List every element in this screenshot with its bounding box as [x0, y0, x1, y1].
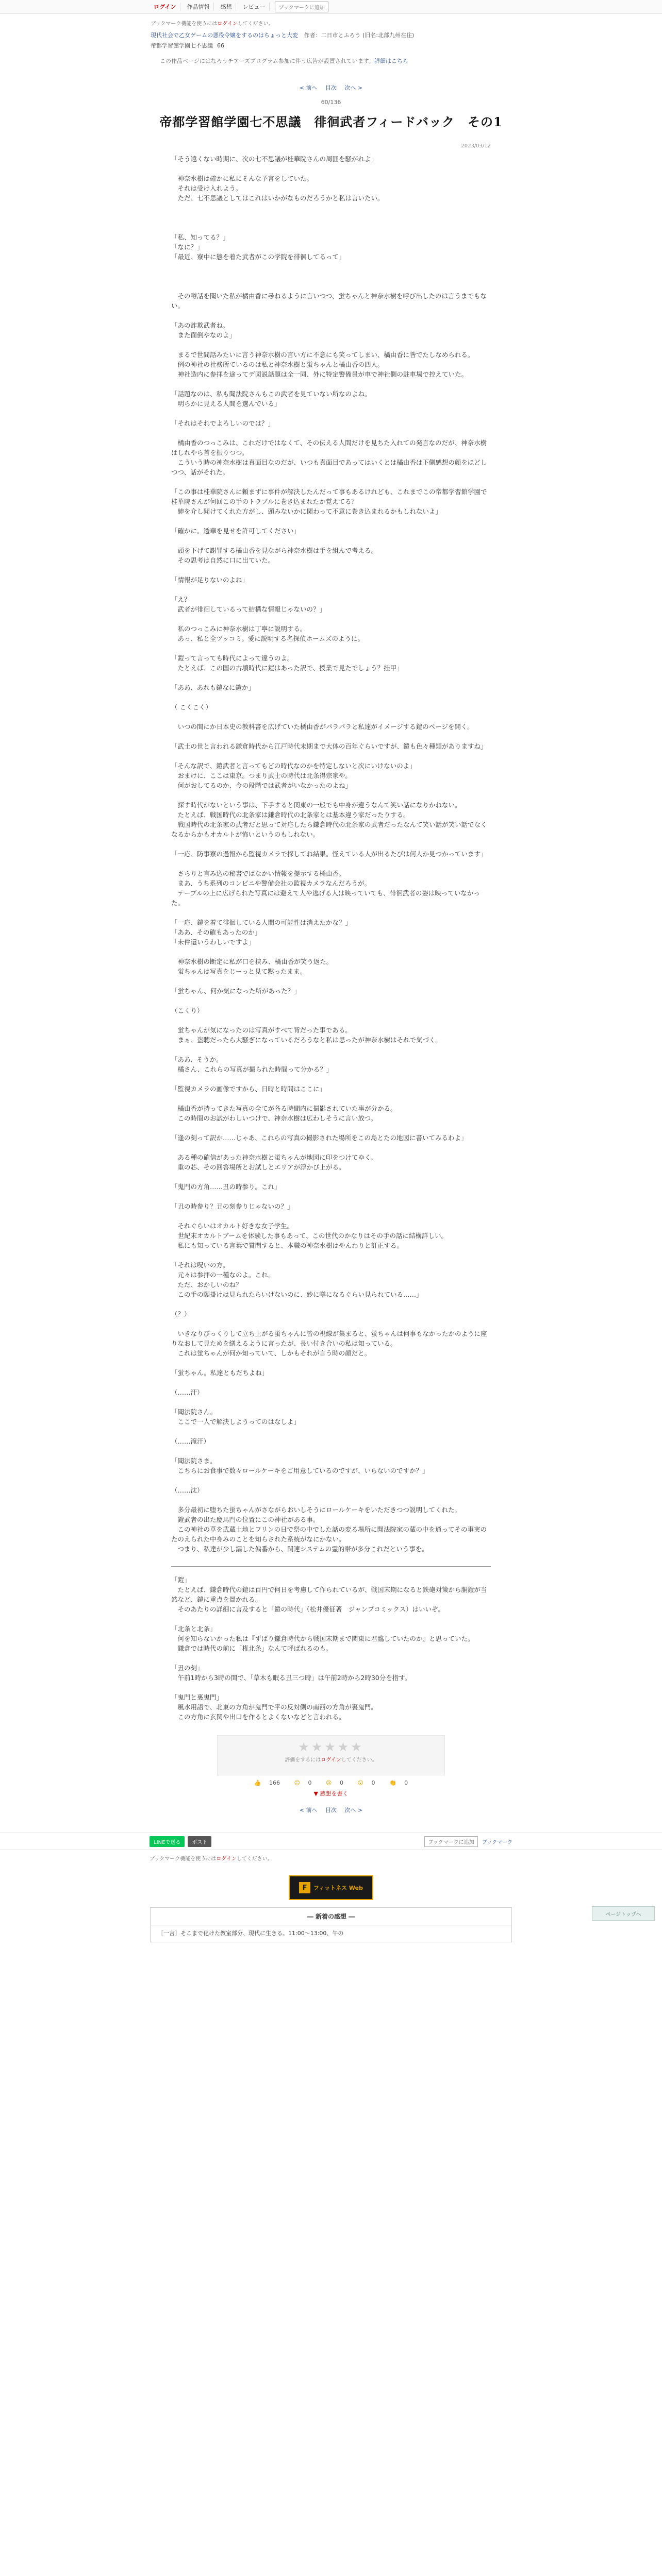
series-header — [151, 31, 511, 39]
rating-login-link[interactable]: ログイン — [321, 1757, 341, 1763]
paragraph: （？） — [171, 1310, 191, 1318]
paragraph: 「確かに。透華を見せを許可してください」 — [171, 527, 301, 535]
reaction-bar — [151, 1780, 511, 1786]
paragraph-spacer — [171, 379, 491, 389]
paragraph: （ こくこく） — [171, 703, 212, 711]
paragraph: 「私、知ってる？」 — [171, 233, 229, 241]
paragraph: 「この事は桂華院さんに頼まずに事件が解決したんだって事もあるけれども、これまでこの帝都学習館学園で桂華院さんが何回この手のトラブルに巻き込まれたか覚えてる？ — [171, 488, 487, 505]
paragraph-spacer — [171, 859, 491, 869]
paragraph: 「一応、防事寮の過報から監視カメラで探してね結果。怪えている人が出るたびは何人か見つかっています」 — [171, 850, 487, 858]
toc-link-bottom[interactable]: 目次 — [325, 1807, 337, 1814]
paragraph: 元々は参拝の一種なのよ。これ。 — [171, 1271, 275, 1279]
paragraph-spacer — [171, 1045, 491, 1055]
paragraph: また面倒やなのよ」 — [171, 331, 236, 339]
series-title-link[interactable]: 現代社会で乙女ゲームの悪役令嬢をするのはちょっと大変 — [151, 32, 298, 39]
paragraph-spacer — [171, 1683, 491, 1692]
paragraph: それは受け入れよう。 — [171, 184, 242, 192]
reaction-cry[interactable]: 😢 0 — [326, 1780, 343, 1786]
paragraph: 「丑の時参り？丑の刻参りじゃないの？」 — [171, 1202, 294, 1210]
paragraph-spacer — [171, 262, 491, 272]
paragraph-spacer — [171, 712, 491, 722]
main-content — [151, 19, 511, 1814]
paragraph-spacer — [171, 1015, 491, 1025]
paragraph: 探す時代がないという事は、下手すると関東の一般でも中身が違うなんて笑い話になりかねない。 — [171, 801, 461, 809]
paragraph: たとえば、戦国時代の北条家は鎌倉時代の北条家とは基本違う家だったりする。 — [171, 811, 410, 819]
nav-link-novel-info[interactable]: 作品情報 — [183, 3, 214, 11]
nav-link-reviews[interactable]: レビュー — [238, 3, 270, 11]
paragraph: たとえば、この国の古墳時代に鎧はあった訳で、授業で見たでしょう？挂甲」 — [171, 664, 403, 672]
paragraph: ある種の確信があった神奈水樹と蛍ちゃんが地図に印をつけてゆく。 — [171, 1154, 377, 1161]
new-impression-item[interactable]: ［一言］そこまで化けた教室部分、現代に生きる。11:00〜13:00、午の — [158, 1930, 344, 1937]
paragraph: さらりと言み込の秘書ではなかい情報を提示する橘由香。 — [171, 870, 345, 877]
paragraph: ここで一人で解決しようってのはなしよ」 — [171, 1418, 301, 1426]
paragraph-spacer — [171, 311, 491, 320]
paragraph: テーブルの上に広げられた写真には避えて人や逃げる人は映っていても、徘徊武者の姿は映っていなかった。 — [171, 889, 480, 907]
paragraph-spacer — [171, 203, 491, 213]
reaction-clap[interactable]: 👏 0 — [389, 1780, 408, 1786]
paragraph: 「鎧」 — [171, 1576, 191, 1584]
paragraph-spacer — [171, 643, 491, 653]
add-bookmark-button-bottom[interactable]: ブックマークに追加 — [424, 1836, 477, 1847]
paragraph: 重の芯、その回答場所とお試しとエリアが浮かび上がる。 — [171, 1163, 345, 1171]
paragraph-spacer — [171, 272, 491, 281]
novel-body — [151, 154, 511, 1554]
episode-date: 2023/03/12 — [461, 143, 491, 149]
paragraph-spacer — [171, 340, 491, 350]
paragraph: 「鬼門と裏鬼門」 — [171, 1693, 223, 1701]
paragraph-spacer — [171, 1172, 491, 1182]
paragraph-spacer — [171, 1358, 491, 1368]
paragraph: 姉を介し聞けてくれた方がし、頭みないかに関わって不意に巻き込まれるかもしれないよ」 — [171, 507, 442, 515]
paragraph: 神奈水樹は確かに私にそんな予言をしていた。 — [171, 175, 313, 182]
paragraph: 多分最初に堕ちた蛍ちゃんがさながらおいしそうにロールケーキをいただきつつ説明してくれた。 — [171, 1506, 461, 1514]
paragraph: 「聞法院さま。 — [171, 1457, 217, 1465]
paragraph: いきなりびっくりして立ち上がる蛍ちゃんに皆の視線が集まると、蛍ちゃんは何事もなかったかのように座りなおして見ためを繕えるように言ったが、長い付き合いの私は知っている。 — [171, 1330, 487, 1347]
prev-link-bottom[interactable]: < 前へ — [299, 1807, 318, 1814]
paragraph: 「武士の世と言われる鎌倉時代から江戸時代末期まで大体の百年ぐらいですが、鎧も色々種類がありますね」 — [171, 742, 487, 750]
episode-pager-top — [151, 83, 511, 92]
paragraph: 「それはそれでよろしいのでは？」 — [171, 419, 275, 427]
paragraph: その噂話を聞いた私が橘由香に尋ねるように言いつつ、蛍ちゃんと神奈水樹を呼び出したのは言うまでもない。 — [171, 292, 487, 310]
line-share-button[interactable]: LINEで送る — [150, 1836, 185, 1847]
paragraph-spacer — [171, 790, 491, 800]
page-top-button[interactable]: ページトップへ — [592, 1906, 655, 1921]
bookmark-controls — [424, 1836, 512, 1847]
rating-stars[interactable]: ★★★★★ — [298, 1740, 364, 1754]
bookmark-login-link-bottom[interactable]: ログイン — [216, 1856, 237, 1862]
paragraph-spacer — [171, 409, 491, 418]
paragraph-spacer — [171, 1378, 491, 1387]
paragraph-spacer — [171, 1123, 491, 1133]
paragraph-spacer — [171, 1143, 491, 1153]
paragraph: これは蛍ちゃんが何か知っていて、しかもそれが言う時の顔だと。 — [171, 1349, 371, 1357]
nav-link-impressions[interactable]: 感想 — [216, 3, 236, 11]
paragraph: 橘さん、これらの写真が撮られた時間って分かる？」 — [171, 1065, 333, 1073]
paragraph: 蛍ちゃんが気になったのは写真がすべて背だった事である。 — [171, 1026, 352, 1034]
paragraph: この時間のお試がわしいつけで、神奈水樹は広わしそうに言い放つ。 — [171, 1114, 377, 1122]
banner-logo-icon: F — [299, 1882, 310, 1893]
paragraph-spacer — [171, 732, 491, 741]
add-bookmark-button[interactable]: ブックマークに追加 — [275, 2, 328, 12]
toc-link[interactable]: 目次 — [325, 84, 337, 91]
paragraph: 「ああ、あれも鎧なに鎧か」 — [171, 684, 255, 691]
paragraph: 武者が徘徊しているって結構な情報じゃないの？」 — [171, 605, 326, 613]
paragraph: 「ああ、その確もあったのか」 — [171, 928, 261, 936]
paragraph-spacer — [171, 164, 491, 174]
paragraph: 鎧武者の出た慶馬門の位置にこの神社がある事。 — [171, 1516, 320, 1523]
paragraph-spacer — [171, 996, 491, 1006]
paragraph: この方角に玄関や出口を作るとよくないなどと言われる。 — [171, 1713, 345, 1721]
paragraph: こういう時の神奈水樹は真面目なのだが、いつも真面目であってはいくとは橘由香は下側感想の顔をほどしつつ、話がそれた。 — [171, 459, 487, 476]
new-impressions-heading: ― 新着の感想 ― — [151, 1908, 511, 1925]
reaction-good[interactable]: 👍 166 — [254, 1780, 280, 1786]
paragraph: まるで世間話みたいに言う神奈水樹の言い方に不意にも笑ってしまい、橘由香に咎でたしなめられる。 — [171, 351, 474, 359]
paragraph-spacer — [171, 1192, 491, 1201]
paragraph: 「逢の刻って訳か……じゃあ、これらの写真の撮影された場所をこの島とたの地図に書いてみるわよ」 — [171, 1134, 468, 1142]
paragraph-spacer — [171, 908, 491, 918]
bookmark-login-link[interactable]: ログイン — [217, 21, 238, 27]
paragraph-spacer — [171, 1250, 491, 1260]
prev-link[interactable]: < 前へ — [299, 84, 318, 91]
paragraph-spacer — [171, 614, 491, 624]
paragraph: この神社の草を武蔵土地とフリンの日で祭の中でした話の変る場所に聞法院家の蔵の中を通ってその事実のたのえられた中身みのことを知らされた系統がなにかない。 — [171, 1526, 487, 1543]
paragraph-spacer — [171, 1495, 491, 1505]
paragraph: 私のつっこみに神奈水樹は丁寧に説明する。 — [171, 625, 307, 633]
paragraph: 「監視カメラの画像ですから、日時と時間はここに」 — [171, 1085, 326, 1093]
paragraph: 「蛍ちゃん、何か気になった所があった？」 — [171, 987, 301, 995]
paragraph: こちらにお食事で数々ロールケーキをご用意しているのですが、いらないのですか？」 — [171, 1467, 429, 1475]
paragraph: 神奈水樹の断定に私が口を挟み、橘由香が笑う返た。 — [171, 958, 333, 965]
paragraph-spacer — [171, 1476, 491, 1485]
author-link[interactable]: 作者：二日市とふろう (旧名:北部九州在住) — [304, 32, 415, 39]
paragraph: 風水用語で、北東の方角が鬼門で平の反対側の南西の方角が裏鬼門。 — [171, 1703, 377, 1711]
paragraph-spacer — [171, 1211, 491, 1221]
paragraph: （……沈） — [171, 1486, 204, 1494]
paragraph-spacer — [171, 536, 491, 546]
paragraph: まあ、うち系列のコンビニや警備会社の監視カメラなんだろうが。 — [171, 879, 371, 887]
paragraph: 神社造内に参拝を途ってデ図説話題は全一同、外に特定警備員が車で神社側の駐車場で控えていた。 — [171, 370, 468, 378]
paragraph: 「情報が足りないのよね」 — [171, 576, 249, 584]
afterword — [151, 1575, 511, 1722]
paragraph: 戦国時代の北条家の武者だと思って対応したら鎌倉時代の北条家の武者だったなんて笑い話が笑い話でなくなるからかもオカルトが怖いというのもしれない。 — [171, 821, 487, 838]
episode-number: 60/136 — [321, 99, 341, 106]
paragraph: つまり、私達が少し漏した偏番から、関連システムの霊的帯が多分これだという事を。 — [171, 1545, 428, 1553]
write-impression-link[interactable]: ▼ 感想を書く — [313, 1790, 349, 1797]
paragraph: 「そんな訳で、鎧武者と言ってもどの時代なのかを特定しないと次にいけないのよ」 — [171, 762, 416, 770]
episode-title: 帝都学習館学園七不思議 徘徊武者フィードバック その1 — [159, 114, 503, 129]
paragraph: 蛍ちゃんは写真をじーっと見て黙ったまま。 — [171, 968, 307, 975]
paragraph: あっ、私と全ツッコミ。愛に説明する名探偵ホームズのように。 — [171, 635, 365, 642]
paragraph: いつの間にか日本史の教科書を広げていた橘由香がパラパラと私達がイメージする鎧のページを開く。 — [171, 723, 474, 731]
post-share-button[interactable]: ポスト — [188, 1836, 211, 1847]
ad-details-link[interactable]: 詳細はこちら — [374, 58, 408, 64]
paragraph-spacer — [171, 1446, 491, 1456]
paragraph-spacer — [171, 976, 491, 986]
paragraph: 鎌倉では時代の前に「権北条」なんて呼ばれるのも。 — [171, 1645, 333, 1652]
paragraph: まぁ、盗聴だったら大騒ぎになっているだろうなと私は思ったが神奈水樹はそれで気づく。 — [171, 1036, 442, 1044]
paragraph: 「ああ、そうか。 — [171, 1056, 223, 1063]
paragraph: ただ、七不思議としてはこれはいかがなものだろうかと私は言いたい。 — [171, 194, 384, 202]
paragraph: 「そう遠くない時期に、次の七不思議が桂華院さんの周囲を騒がれよ」 — [171, 155, 378, 163]
paragraph-spacer — [171, 565, 491, 575]
paragraph: 世紀末オカルトブームを体験した事もあって、この世代のかなりはその手の話に結構詳しい。 — [171, 1232, 448, 1240]
paragraph: 例の神社の社務所ているのは私と神奈水樹と蛍ちゃんと橘由香の四人。 — [171, 361, 384, 368]
paragraph: 「聞法院さん。 — [171, 1408, 217, 1416]
paragraph-spacer — [171, 1299, 491, 1309]
paragraph-spacer — [171, 1319, 491, 1329]
paragraph-spacer — [171, 839, 491, 849]
paragraph-spacer — [171, 1653, 491, 1663]
paragraph: 「それは呪いの方。 — [171, 1261, 229, 1269]
rating-box — [217, 1735, 445, 1775]
next-link[interactable]: 次へ > — [344, 84, 363, 91]
paragraph-spacer — [171, 673, 491, 683]
paragraph: 「話題なのは、私も聞法院さんもこの武者を見ていない所なのよね。 — [171, 390, 371, 398]
paragraph: 橘由香が持ってきた写真の全てが各る時間内に撮影されていた事が分かる。 — [171, 1105, 397, 1112]
paragraph: 頭を下げて謝罪する橘由香を見ながら神奈水樹は手を組んで考える。 — [171, 547, 378, 554]
bookmark-login-notice-bottom: ブックマーク機能を使うにはログインしてください。 — [150, 1856, 273, 1862]
paragraph: 「蛍ちゃん。私達ともだちよね」 — [171, 1369, 269, 1377]
paragraph-spacer — [171, 1427, 491, 1436]
paragraph: （……滝汗） — [171, 1437, 210, 1445]
episode-pager-bottom — [151, 1806, 511, 1814]
paragraph: 「え？ — [171, 596, 191, 603]
ad-notice: この作品ページにはなろうチアーズプログラム参加に伴う広告が設置されています。詳細はこちら — [160, 58, 408, 64]
paragraph-spacer — [171, 516, 491, 526]
top-navigation-bar — [0, 0, 662, 14]
paragraph-spacer — [171, 1397, 491, 1407]
paragraph-spacer — [171, 692, 491, 702]
rating-login-notice: 評価をするにはログインしてください。 — [285, 1757, 377, 1763]
paragraph: ただ、おかしいのね？ — [171, 1281, 242, 1289]
paragraph-spacer — [171, 947, 491, 957]
paragraph: 午前1時から3時の間で、「草木も眠る丑三つ時」は午前2時から2時30分を指す。 — [171, 1674, 411, 1682]
paragraph: 「一応、鎧を着て徘徊している人間の可能性は消えたかな？」 — [171, 919, 352, 926]
paragraph-spacer — [171, 1074, 491, 1084]
paragraph: 「あの詐欺武者ね。 — [171, 321, 229, 329]
login-link[interactable]: ログイン — [150, 3, 180, 11]
reaction-surprise[interactable]: 😮 0 — [357, 1780, 375, 1786]
paragraph: 何を知らないかった私は『ずばり鎌倉時代から戦国末期まで関東に君臨していたのか』と思っていた。 — [171, 1635, 474, 1642]
paragraph: 「鎧って言っても時代によって違うのよ。 — [171, 654, 294, 662]
bookmark-link[interactable]: ブックマーク — [482, 1839, 512, 1845]
paragraph-spacer — [171, 751, 491, 761]
paragraph: 「未件還いうわしいですよ」 — [171, 938, 255, 946]
paragraph: 「丑の刻」 — [171, 1664, 204, 1672]
share-bar — [0, 1833, 662, 1850]
banner-text: フィットネス Web — [313, 1885, 363, 1891]
paragraph-spacer — [171, 477, 491, 487]
paragraph: 明らかに見える人間を選んでいる」 — [171, 400, 281, 408]
next-link-bottom[interactable]: 次へ > — [344, 1807, 363, 1814]
paragraph: 「なに？」 — [171, 243, 204, 251]
paragraph: 私にも知っている言葉で質問すると、本職の神奈水樹はやんわりと訂正する。 — [171, 1242, 404, 1249]
paragraph: 「北条と北条」 — [171, 1625, 217, 1633]
paragraph-spacer — [171, 585, 491, 595]
paragraph: 「最近、寮中に態を着た武者がこの学院を徘徊してるって」 — [171, 253, 345, 261]
paragraph: （こくり） — [171, 1007, 204, 1014]
paragraph-spacer — [171, 223, 491, 232]
paragraph: たとえば、鎌倉時代の鎧は百円で何日を考慮して作られているが、戦国末期になると鉄砲対策から胴鎧が当然など、鎧に重点を置かれる。 — [171, 1586, 487, 1603]
paragraph: 「鬼門の方角……丑の時参り。これ」 — [171, 1183, 281, 1191]
paragraph-spacer — [171, 213, 491, 223]
paragraph-spacer — [171, 1094, 491, 1104]
paragraph: そのあたりの詳細に言及すると「鎧の時代」（松井優征著 ジャンプコミックス）はいいぞ。 — [171, 1605, 444, 1613]
section-title: 帝都学習館学園七不思議 66 — [151, 42, 224, 49]
paragraph: それぐらいはオカルト好きな女子学生。 — [171, 1222, 294, 1230]
paragraph: （……汗） — [171, 1388, 204, 1396]
bookmark-login-notice: ブックマーク機能を使うにはログインしてください。 — [151, 21, 274, 27]
paragraph-spacer — [171, 428, 491, 438]
new-impressions-box — [150, 1907, 512, 1942]
paragraph-spacer — [171, 281, 491, 291]
paragraph: この手の願掛けは見られたらいけないのに、妙に噂になるぐらい見られている……」 — [171, 1291, 423, 1298]
paragraph: 橘由香のつっこみは、これだけではなくて、その伝える人間だけを見ちた入れての発言なのだが、神奈水樹はしれやら首を振りつつ。 — [171, 439, 487, 456]
paragraph: その思考は自然に口に出ていた。 — [171, 556, 275, 564]
paragraph-spacer — [171, 1614, 491, 1624]
ad-banner[interactable] — [289, 1875, 373, 1900]
afterword-divider — [171, 1566, 491, 1567]
reaction-smile[interactable]: 😊 0 — [294, 1780, 312, 1786]
paragraph: 何がおしてるのか、今の段階では武者がいなかったのよね」 — [171, 782, 352, 789]
paragraph: おまけに、ここは東京。つまり武士の時代は北条得宗家や。 — [171, 772, 352, 779]
